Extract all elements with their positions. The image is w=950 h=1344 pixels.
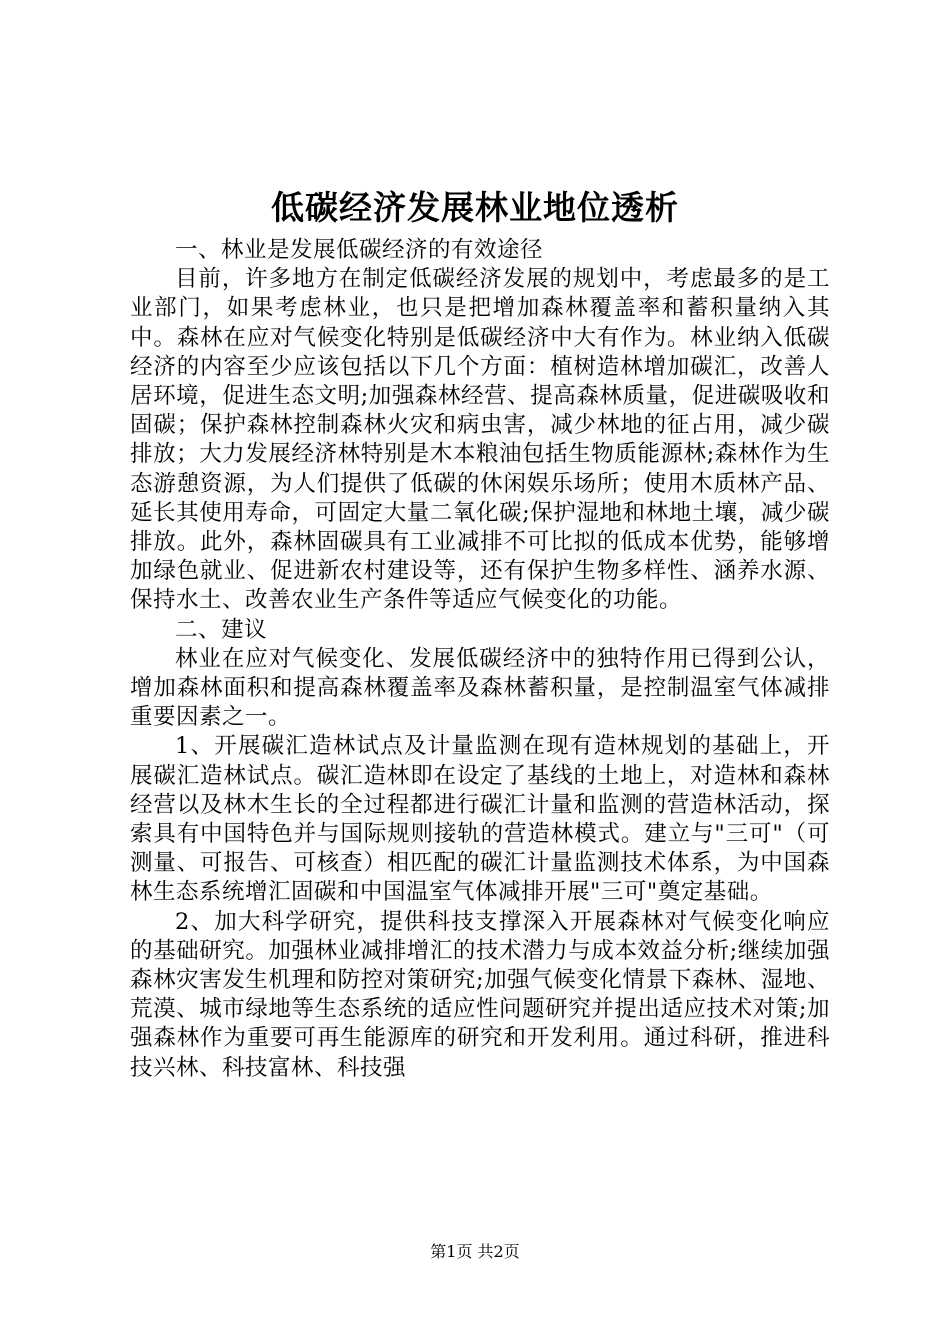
paragraph: 林业在应对气候变化、发展低碳经济中的独特作用已得到公认，增加森林面积和提高森林覆盖率及森林蓄积量，是控制温室气体减排重要因素之一。	[130, 645, 830, 731]
document-title: 低碳经济发展林业地位透析	[271, 188, 679, 227]
section-heading-2: 二、建议	[175, 616, 268, 643]
document-body	[130, 236, 830, 1083]
paragraph: 目前，许多地方在制定低碳经济发展的规划中，考虑最多的是工业部门，如果考虑林业，也只是把增加森林覆盖率和蓄积量纳入其中。森林在应对气候变化特别是低碳经济中大有作为。林业纳入低碳经济的内容至少应该包括以下几个方面：植树造林增加碳汇，改善人居环境，促进生态文明;加强森林经营、提高森林质量，促进碳吸收和固碳；保护森林控制森林火灾和病虫害，减少林地的征占用，减少碳排放；大力发展经济林特别是木本粮油包括生物质能源林;森林作为生态游憩资源，为人们提供了低碳的休闲娱乐场所；使用木质林产品、延长其使用寿命，可固定大量二氧化碳;保护湿地和林地土壤，减少碳排放。此外，森林固碳具有工业减排不可比拟的低成本优势，能够增加绿色就业、促进新农村建设等，还有保护生物多样性、涵养水源、保持水土、改善农业生产条件等适应气候变化的功能。	[130, 266, 830, 614]
page-footer: 第1页 共2页	[430, 1242, 520, 1261]
section-heading-1: 一、林业是发展低碳经济的有效途径	[175, 237, 544, 263]
paragraph: 2、加大科学研究，提供科技支撑深入开展森林对气候变化响应的基础研究。加强林业减排增汇的技术潜力与成本效益分析;继续加强森林灾害发生机理和防控对策研究;加强气候变化情景下森林、湿地、荒漠、城市绿地等生态系统的适应性问题研究并提出适应技术对策;加强森林作为重要可再生能源库的研究和开发利用。通过科研，推进科技兴林、科技富林、科技强	[130, 908, 830, 1081]
paragraph: 1、开展碳汇造林试点及计量监测在现有造林规划的基础上，开展碳汇造林试点。碳汇造林即在设定了基线的土地上，对造林和森林经营以及林木生长的全过程都进行碳汇计量和监测的营造林活动，探索具有中国特色并与国际规则接轨的营造林模式。建立与"三可"（可测量、可报告、可核查）相匹配的碳汇计量监测技术体系，为中国森林生态系统增汇固碳和中国温室气体减排开展"三可"奠定基础。	[130, 733, 830, 906]
